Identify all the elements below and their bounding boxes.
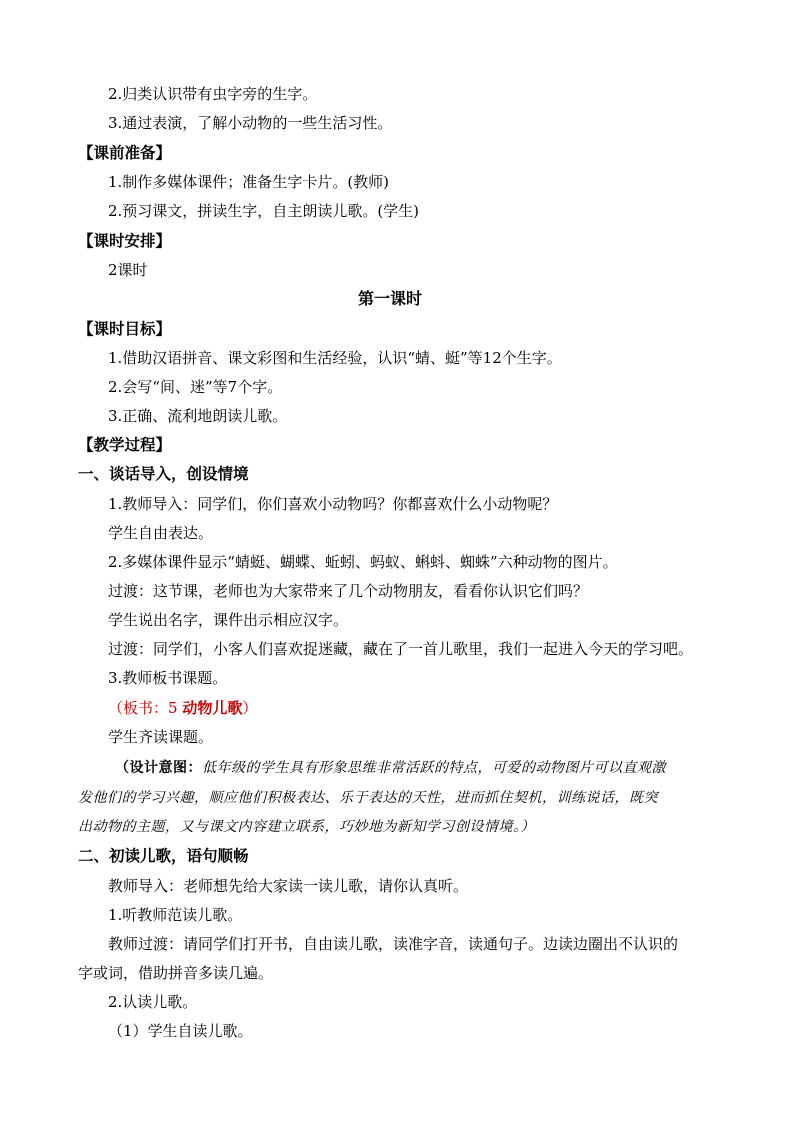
preparation-item-2: 2.预习课文，拼读生字，自主朗读儿歌。(学生) [108, 202, 420, 220]
schedule-value: 2课时 [108, 261, 148, 279]
section1-line-1: 1.教师导入：同学们，你们喜欢小动物吗？你都喜欢什么小动物呢？ [108, 495, 558, 513]
schedule-heading: 【课时安排】 [78, 231, 172, 250]
design-intent-line-2: 发他们的学习兴趣，顺应他们积极表达、乐于表达的天性，进而抓住契机，训练说话，既突 [78, 790, 658, 806]
goal-item-3: 3.正确、流利地朗读儿歌。 [108, 407, 288, 425]
section1-after-board: 学生齐读课题。 [108, 728, 214, 746]
objective-item-2: 2.归类认识带有虫字旁的生字。 [108, 85, 318, 103]
board-prefix: （板书：5 [108, 699, 183, 717]
design-intent-line-1: （设计意图：低年级的学生具有形象思维非常活跃的特点，可爱的动物图片可以直观激 [115, 760, 666, 776]
design-intent-line-3: 出动物的主题，又与课文内容建立联系，巧妙地为新知学习创设情境。） [78, 819, 535, 835]
section1-line-3: 2.多媒体课件显示“蜻蜓、蝴蝶、蚯蚓、蚂蚁、蝌蚪、蜘蛛”六种动物的图片。 [108, 553, 618, 571]
section2-line-1: 教师导入：老师想先给大家读一读儿歌，请你认真听。 [108, 877, 469, 895]
section2-title: 二、初读儿歌，语句顺畅 [78, 846, 249, 865]
design-intent-label: （设计意图： [115, 760, 202, 776]
preparation-heading: 【课前准备】 [78, 143, 172, 162]
process-heading: 【教学过程】 [78, 435, 172, 454]
section1-line-5: 学生说出名字，课件出示相应汉字。 [108, 611, 349, 629]
section1-line-2: 学生自由表达。 [108, 524, 214, 542]
section2-line-2: 1.听教师范读儿歌。 [108, 906, 243, 924]
lesson-title: 第一课时 [358, 289, 423, 308]
preparation-item-1: 1.制作多媒体课件；准备生字卡片。(教师) [108, 173, 390, 191]
section2-line-5: 2.认读儿歌。 [108, 993, 198, 1011]
section2-line-6: （1）学生自读儿歌。 [108, 1022, 253, 1040]
board-suffix: ） [242, 699, 258, 717]
goal-item-2: 2.会写“间、迷”等7个字。 [108, 378, 283, 396]
section2-line-4: 字或词，借助拼音多读几遍。 [78, 964, 274, 982]
board-title: 动物儿歌 [182, 699, 243, 717]
section1-line-6: 过渡：同学们，小客人们喜欢捉迷藏，藏在了一首儿歌里，我们一起进入今天的学习吧。 [108, 640, 694, 658]
section1-title: 一、谈话导入，创设情境 [78, 464, 249, 483]
board-writing [108, 698, 257, 718]
goals-heading: 【课时目标】 [78, 319, 172, 338]
section1-line-4: 过渡：这节课，老师也为大家带来了几个动物朋友，看看你认识它们吗？ [108, 582, 589, 600]
objective-item-3: 3.通过表演，了解小动物的一些生活习性。 [108, 114, 393, 132]
section1-line-7: 3.教师板书课题。 [108, 669, 228, 687]
section2-line-3: 教师过渡：请同学们打开书，自由读儿歌，读准字音，读通句子。边读边圈出不认识的 [108, 935, 679, 953]
goal-item-1: 1.借助汉语拼音、课文彩图和生活经验，认识“蜻、蜓”等12个生字。 [108, 349, 562, 367]
